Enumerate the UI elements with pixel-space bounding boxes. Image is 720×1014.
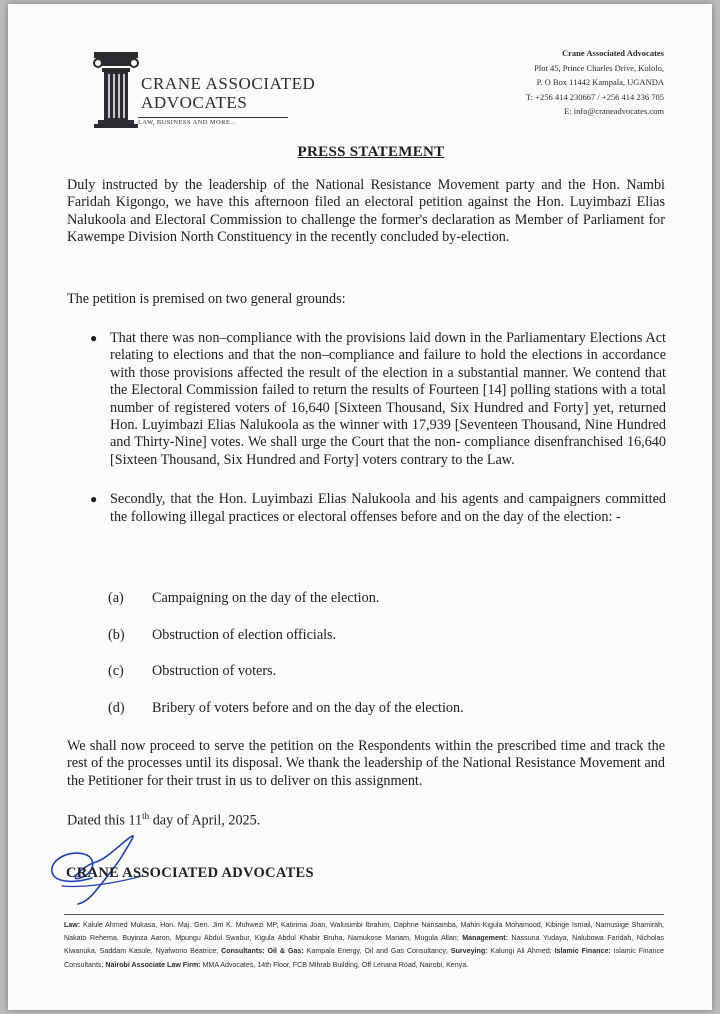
offense-item <box>108 663 628 700</box>
address-firm-name: Crane Associated Advocates <box>562 48 664 58</box>
document-page <box>8 4 712 1010</box>
offense-label: (c) <box>108 663 124 679</box>
address-block <box>526 46 664 119</box>
dated-line: Dated this 11th day of April, 2025. <box>67 811 261 829</box>
bullet-text: Secondly, that the Hon. Luyimbazi Elias Nalukoola and his agents and campaigners committed the following illegal practices or electoral offenses before and on the day of the election: - <box>110 491 666 525</box>
pillar-logo-icon <box>86 50 146 130</box>
bullet-icon: ● <box>90 331 98 345</box>
bullet-icon: ● <box>90 492 98 507</box>
intro-paragraph: Duly instructed by the leadership of the National Resistance Movement party and the Hon. Nambi Faridah Kigongo, we have this afternoon filed an electoral petition against the Hon. Luyimbazi Elias Nalukoola and Electoral Commission to challenge the former's declaration as Member of Parliament for Kawempe Division North Constituency in the recently concluded by-election. <box>67 177 665 246</box>
offenses-list <box>108 590 628 736</box>
firm-name-line1: CRANE ASSOCIATED <box>141 74 316 93</box>
offense-text: Obstruction of election officials. <box>152 626 337 643</box>
signoff-firm-name: CRANE ASSOCIATED ADVOCATES <box>66 865 314 881</box>
list-item <box>86 330 666 469</box>
offense-item <box>108 590 628 627</box>
grounds-paragraph: The petition is premised on two general grounds: <box>67 291 346 307</box>
address-email: E: info@craneadvocates.com <box>564 106 664 116</box>
closing-paragraph: We shall now proceed to serve the petition on the Respondents within the prescribed time and track the rest of the processes until its disposal. We thank the leadership of the National Resistance Movement and the Petitioner for their trust in us to deliver on this assignment. <box>67 738 665 789</box>
offense-label: (b) <box>108 626 125 643</box>
offense-label: (d) <box>108 699 125 716</box>
address-line: Plot 45, Prince Charles Drive, Kololo, <box>534 62 664 73</box>
offense-item <box>108 627 628 664</box>
address-line: P. O Box 11442 Kampala, UGANDA <box>536 77 664 87</box>
offense-text: Campaigning on the day of the election. <box>152 590 380 606</box>
footer-staff-list: Law: Kalule Ahmed Mukasa, Hon. Maj. Gen. Jim K. Muhwezi MP, Katirima Joan, Walusimbi Ibrahim, Daphne Nansamba, Mahiri Kigula Mohamood, Kibirige Ismail, Namusiige Shamirah, Nakato Rehema, Buyinza Aaron, Mpungu Abdul Swabur, Kigula Abdul Khabir Bruha, Namukose Mariam, Mugula Allan; Management: Nassuna Yudaya, Nalubowa Faridah, Nicholas Kiwanuka, Saddam Kasule, Nyafwono Beatrice; Consultants: Oil & Gas: Kampala Energy, Oil and Gas Consultancy; Surveying: Kalungi Ali Ahmed; Islamic Finance: Islamic Finance Consultants; Nairobi Associate Law Firm: MMA Advocates, 14th Floor, FCB Mihrab Building, Off Lenana Road, Nairobi, Kenya. <box>64 914 664 972</box>
firm-name-line2: ADVOCATES <box>141 93 248 112</box>
bullet-text: That there was non–compliance with the provisions laid down in the Parliamentary Elections Act relating to elections and that the non–compliance and failure to hold the elections in accordance with those provisions affected the result of the election in a substantial manner. We contend that the Electoral Commission failed to return the results of Fourteen [14] polling stations with a total number of registered voters of 16,640 [Sixteen Thousand, Six Hundred and Forty] yet, returned Hon. Luyimbazi Elias Nalukoola as the winner with 17,939 [Seventeen Thousand, Nine Hundred and Thirty-Nine] votes. We shall urge the Court that the non- compliance disenfranchised 16,640 [Sixteen Thousand, Six Hundred and Forty] voters contrary to the Law. <box>110 330 666 468</box>
offense-text: Obstruction of voters. <box>152 663 277 679</box>
address-phone: T: +256 414 230667 / +256 414 236 705 <box>525 91 664 102</box>
list-item <box>86 491 666 526</box>
firm-name <box>141 74 315 112</box>
offense-text: Bribery of voters before and on the day of the election. <box>152 699 464 716</box>
offense-label: (a) <box>108 590 124 606</box>
firm-tagline: LAW, BUSINESS AND MORE... <box>138 117 288 126</box>
grounds-list <box>86 330 666 526</box>
document-title: PRESS STATEMENT <box>297 144 445 160</box>
offense-item <box>108 700 628 737</box>
